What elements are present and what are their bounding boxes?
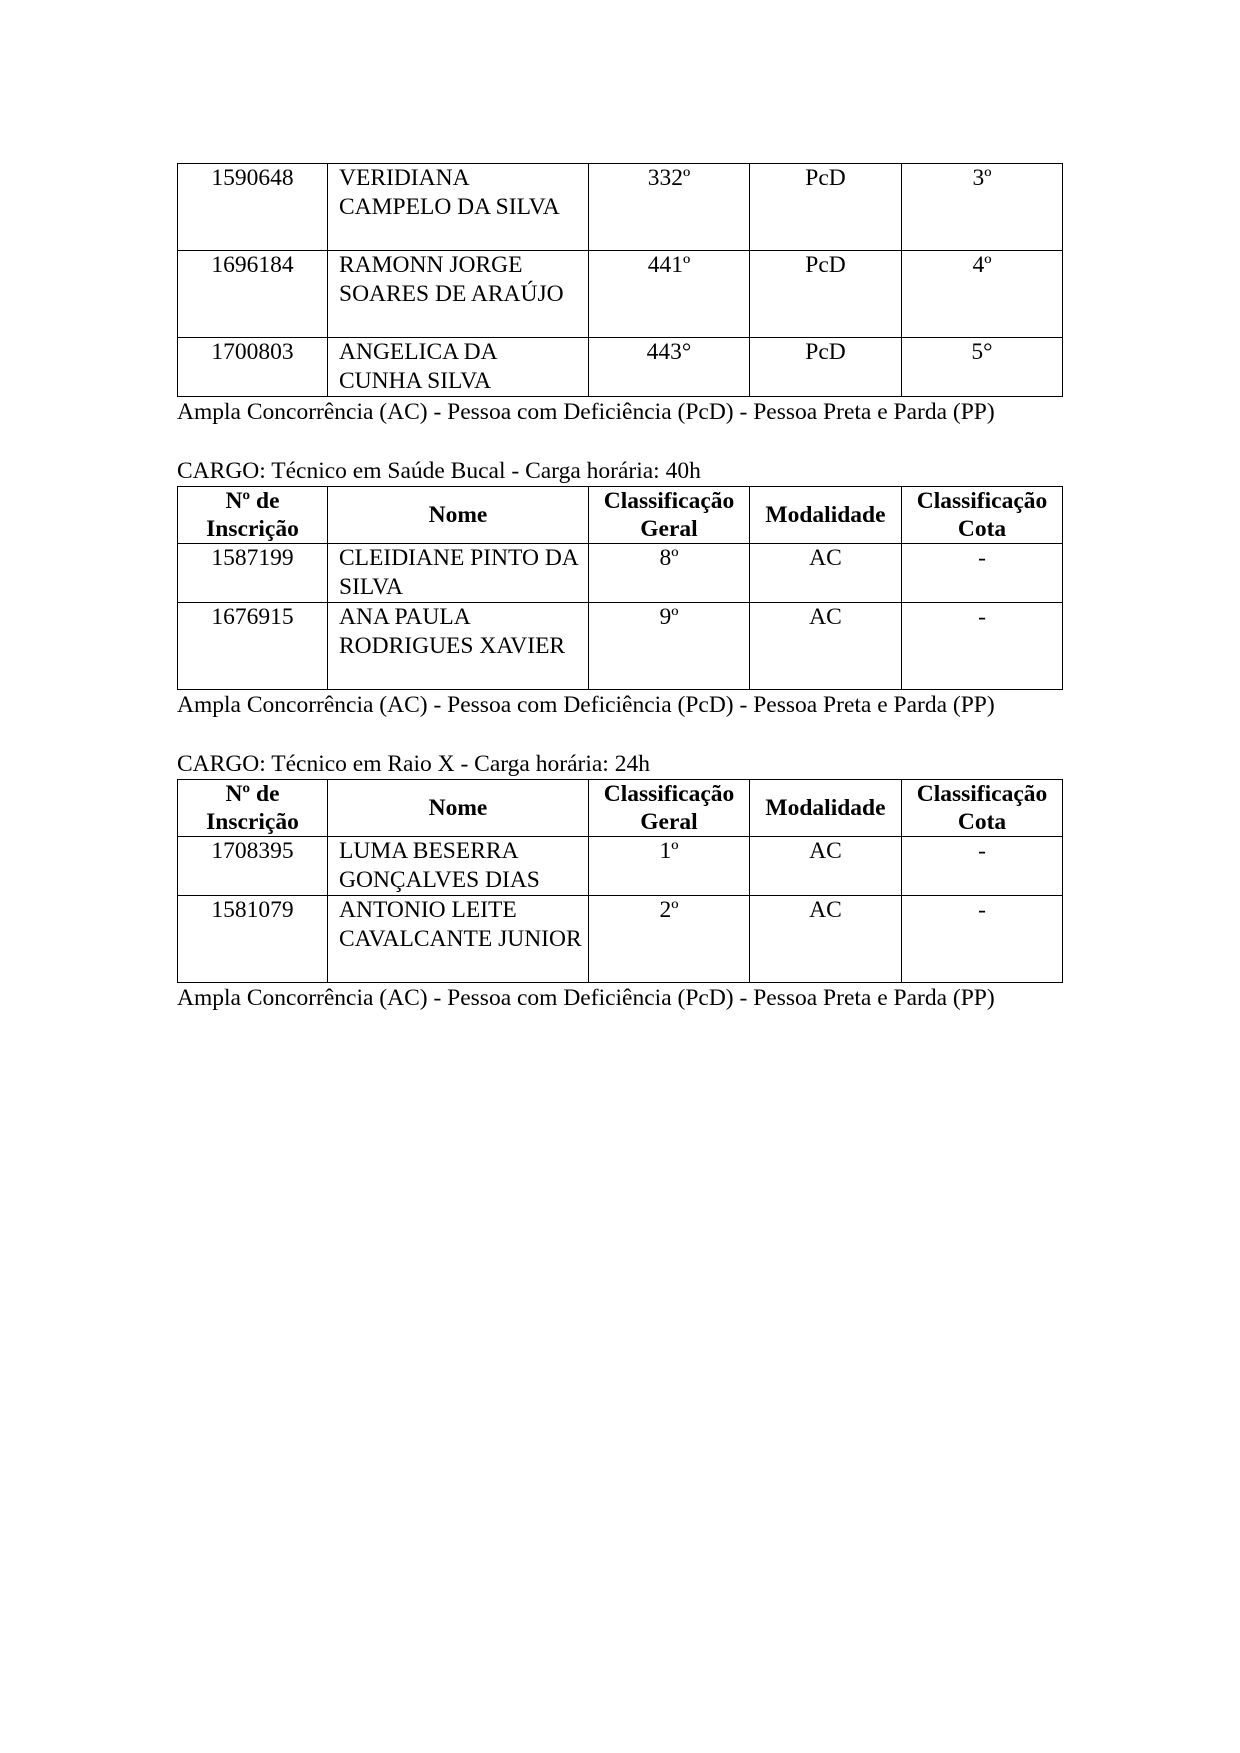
header-nome: Nome xyxy=(328,780,589,837)
modalidade-cell: AC xyxy=(750,896,902,983)
inscricao-cell: 1587199 xyxy=(178,544,328,603)
modalidade-cell: PcD xyxy=(750,251,902,338)
document-page xyxy=(177,163,1062,1014)
inscricao-cell: 1676915 xyxy=(178,603,328,690)
modalidade-cell: PcD xyxy=(750,164,902,251)
classificacao-cota-cell: - xyxy=(902,896,1063,983)
header-nome: Nome xyxy=(328,487,589,544)
table-row xyxy=(178,251,1063,338)
classificacao-geral-cell: 443° xyxy=(589,338,750,397)
results-table-continuation xyxy=(177,163,1063,397)
classificacao-cota-cell: 5° xyxy=(902,338,1063,397)
inscricao-cell: 1590648 xyxy=(178,164,328,251)
inscricao-cell: 1708395 xyxy=(178,837,328,896)
nome-cell: ANTONIO LEITE CAVALCANTE JUNIOR xyxy=(328,896,589,983)
classificacao-geral-cell: 332º xyxy=(589,164,750,251)
header-modalidade: Modalidade xyxy=(750,487,902,544)
modalidade-cell: AC xyxy=(750,603,902,690)
classificacao-geral-cell: 9º xyxy=(589,603,750,690)
inscricao-cell: 1581079 xyxy=(178,896,328,983)
cargo-title: CARGO: Técnico em Raio X - Carga horária: 24h xyxy=(177,751,650,777)
classificacao-geral-cell: 8º xyxy=(589,544,750,603)
inscricao-cell: 1700803 xyxy=(178,338,328,397)
modalidade-cell: AC xyxy=(750,544,902,603)
nome-cell: CLEIDIANE PINTO DA SILVA xyxy=(328,544,589,603)
header-classificacao-geral: Classificação Geral xyxy=(589,487,750,544)
classificacao-geral-cell: 2º xyxy=(589,896,750,983)
nome-cell: ANA PAULA RODRIGUES XAVIER xyxy=(328,603,589,690)
classificacao-cota-cell: - xyxy=(902,544,1063,603)
header-inscricao: Nº de Inscrição xyxy=(178,780,328,837)
spacer xyxy=(177,721,1062,752)
classificacao-geral-cell: 1º xyxy=(589,837,750,896)
spacer xyxy=(177,428,1062,459)
table-row xyxy=(178,164,1063,251)
classificacao-cota-cell: - xyxy=(902,603,1063,690)
classificacao-cota-cell: - xyxy=(902,837,1063,896)
nome-cell: LUMA BESERRA GONÇALVES DIAS xyxy=(328,837,589,896)
nome-cell: RAMONN JORGE SOARES DE ARAÚJO xyxy=(328,251,589,338)
header-modalidade: Modalidade xyxy=(750,780,902,837)
table-header-row xyxy=(178,780,1063,837)
table-row xyxy=(178,896,1063,983)
table-row xyxy=(178,338,1063,397)
cargo-title: CARGO: Técnico em Saúde Bucal - Carga horária: 40h xyxy=(177,458,701,484)
modalidade-cell: PcD xyxy=(750,338,902,397)
results-table-saude-bucal xyxy=(177,486,1063,690)
results-table-raio-x xyxy=(177,779,1063,983)
legend-note: Ampla Concorrência (AC) - Pessoa com Deficiência (PcD) - Pessoa Preta e Parda (PP) xyxy=(177,399,995,425)
classificacao-geral-cell: 441º xyxy=(589,251,750,338)
inscricao-cell: 1696184 xyxy=(178,251,328,338)
classificacao-cota-cell: 4º xyxy=(902,251,1063,338)
header-inscricao: Nº de Inscrição xyxy=(178,487,328,544)
table-row xyxy=(178,603,1063,690)
header-classificacao-geral: Classificação Geral xyxy=(589,780,750,837)
header-classificacao-cota: Classificação Cota xyxy=(902,487,1063,544)
nome-cell: VERIDIANA CAMPELO DA SILVA xyxy=(328,164,589,251)
legend-note: Ampla Concorrência (AC) - Pessoa com Deficiência (PcD) - Pessoa Preta e Parda (PP) xyxy=(177,692,995,718)
modalidade-cell: AC xyxy=(750,837,902,896)
table-header-row xyxy=(178,487,1063,544)
table-row xyxy=(178,837,1063,896)
table-row xyxy=(178,544,1063,603)
header-classificacao-cota: Classificação Cota xyxy=(902,780,1063,837)
classificacao-cota-cell: 3º xyxy=(902,164,1063,251)
legend-note: Ampla Concorrência (AC) - Pessoa com Deficiência (PcD) - Pessoa Preta e Parda (PP) xyxy=(177,985,995,1011)
nome-cell: ANGELICA DA CUNHA SILVA xyxy=(328,338,589,397)
